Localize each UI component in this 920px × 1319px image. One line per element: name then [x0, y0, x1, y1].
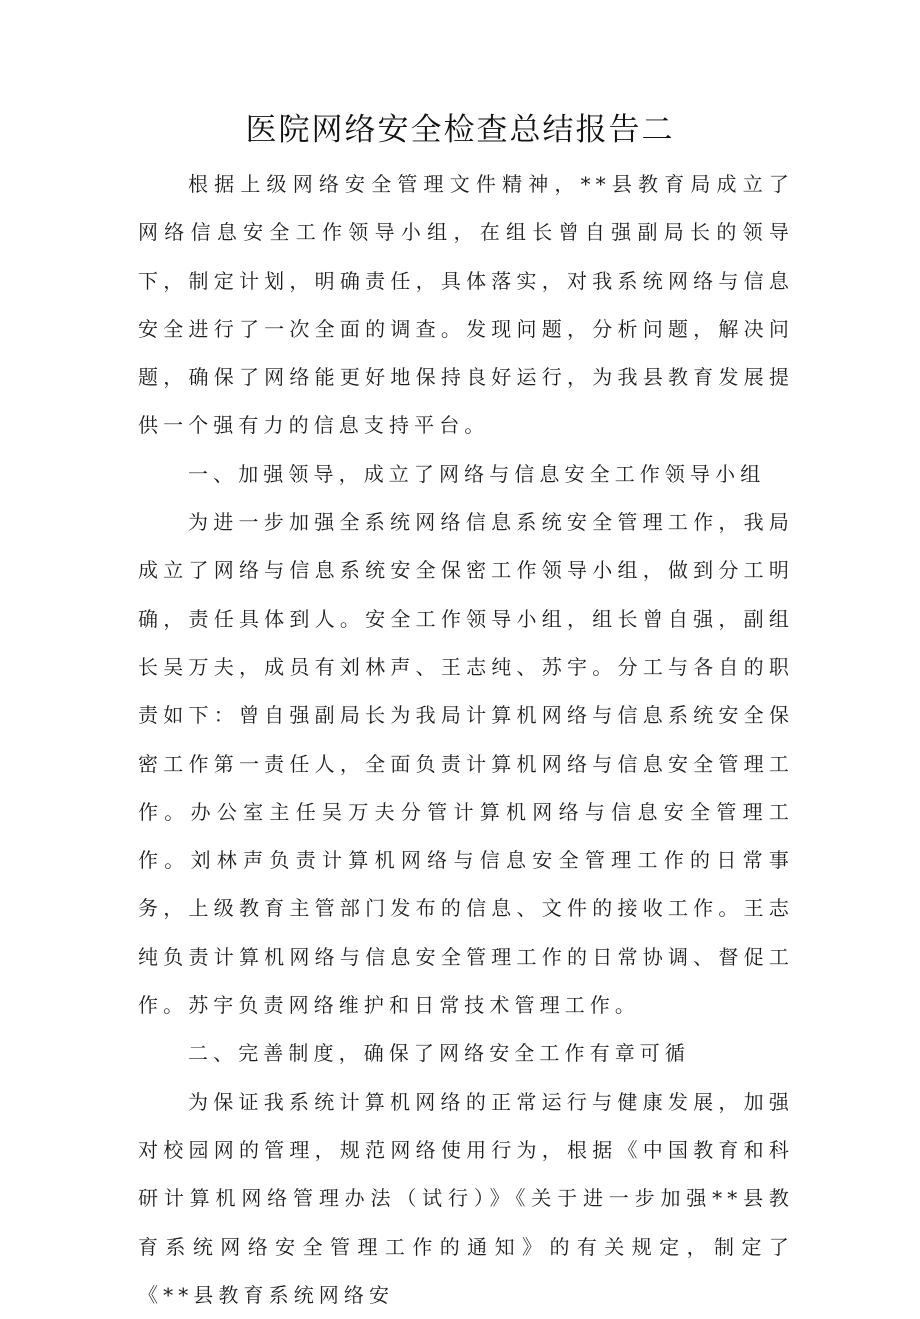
document-title: 医院网络安全检查总结报告二 — [245, 112, 675, 148]
document-body — [138, 160, 794, 1319]
paragraph-section-1: 为进一步加强全系统网络信息系统安全管理工作，我局成立了网络与信息系统安全保密工作领导小组，做到分工明确，责任具体到人。安全工作领导小组，组长曾自强，副组长吴万夫，成员有刘林声、王志纯、苏宇。分工与各自的职责如下：曾自强副局长为我局计算机网络与信息系统安全保密工作第一责任人，全面负责计算机网络与信息安全管理工作。办公室主任吴万夫分管计算机网络与信息安全管理工作。刘林声负责计算机网络与信息安全管理工作的日常事务，上级教育主管部门发布的信息、文件的接收工作。王志纯负责计算机网络与信息安全管理工作的日常协调、督促工作。苏宇负责网络维护和日常技术管理工作。 — [138, 510, 794, 1018]
section-heading-1: 一、加强领导，成立了网络与信息安全工作领导小组 — [188, 461, 766, 486]
section-heading-2: 二、完善制度，确保了网络安全工作有章可循 — [188, 1041, 690, 1066]
paragraph-intro: 根据上级网络安全管理文件精神，**县教育局成立了网络信息安全工作领导小组，在组长曾自强副局长的领导下，制定计划，明确责任，具体落实，对我系统网络与信息安全进行了一次全面的调查。发现问题，分析问题，解决问题，确保了网络能更好地保持良好运行，为我县教育发展提供一个强有力的信息支持平台。 — [138, 172, 794, 438]
paragraph-section-2: 为保证我系统计算机网络的正常运行与健康发展，加强对校园网的管理，规范网络使用行为，根据《中国教育和科研计算机网络管理办法（试行）》《关于进一步加强**县教育系统网络安全管理工作的通知》的有关规定，制定了《**县教育系统网络安 — [138, 1089, 794, 1307]
